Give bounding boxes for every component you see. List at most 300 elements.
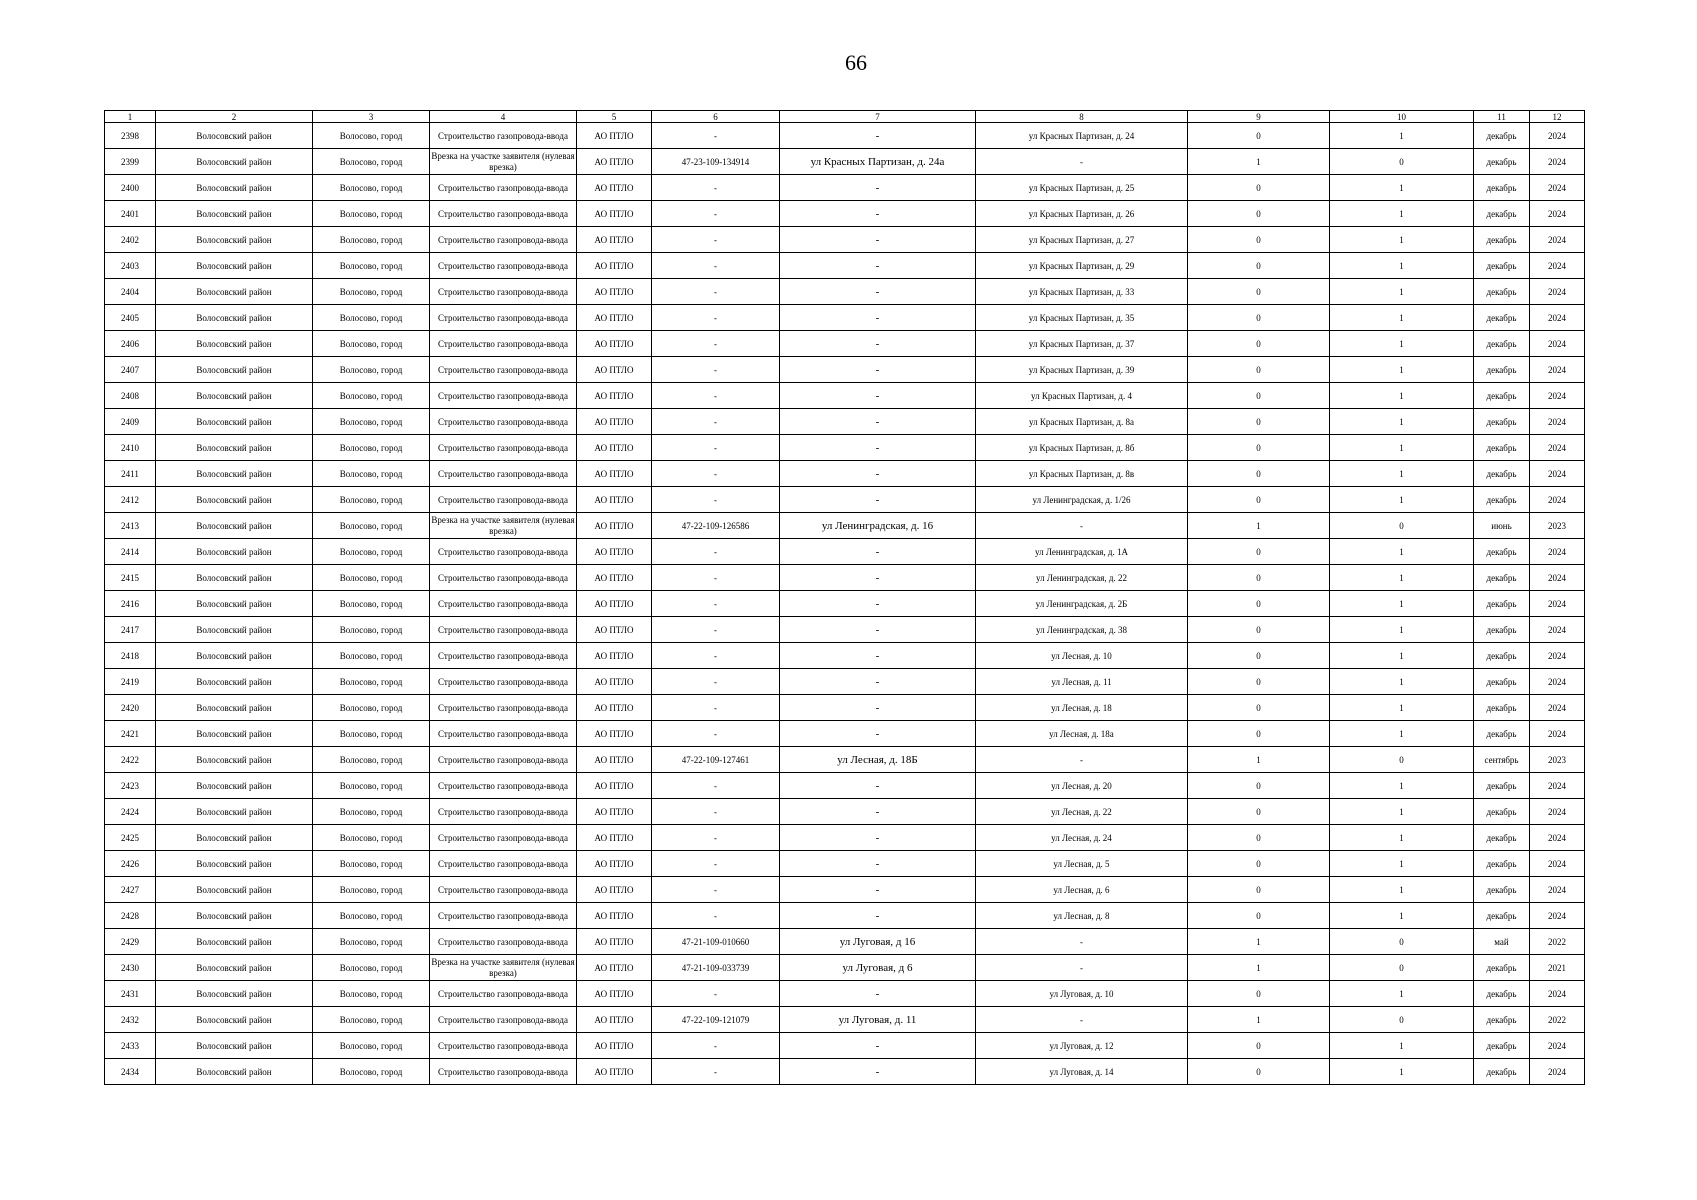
organization-cell: АО ПТЛО (577, 877, 652, 903)
address-cell: - (976, 747, 1188, 773)
organization-cell: АО ПТЛО (577, 409, 652, 435)
month-cell: декабрь (1474, 279, 1530, 305)
locality-cell: Волосово, город (313, 513, 430, 539)
district-cell: Волосовский район (156, 591, 313, 617)
locality-cell: Волосово, город (313, 487, 430, 513)
month-cell: декабрь (1474, 617, 1530, 643)
month-cell: декабрь (1474, 903, 1530, 929)
year-cell: 2024 (1530, 981, 1585, 1007)
row-number-cell: 2415 (105, 565, 156, 591)
district-cell: Волосовский район (156, 461, 313, 487)
table-row (105, 747, 1585, 773)
district-cell: Волосовский район (156, 435, 313, 461)
table-row (105, 279, 1585, 305)
application-number-cell: - (652, 227, 780, 253)
address-cell: ул Лесная, д. 20 (976, 773, 1188, 799)
table-row (105, 175, 1585, 201)
month-cell: декабрь (1474, 461, 1530, 487)
table-row (105, 461, 1585, 487)
row-number-cell: 2405 (105, 305, 156, 331)
application-number-cell: - (652, 903, 780, 929)
column-header: 6 (652, 111, 780, 123)
address-cell: - (976, 1007, 1188, 1033)
locality-cell: Волосово, город (313, 461, 430, 487)
address-cell: - (976, 513, 1188, 539)
row-number-cell: 2420 (105, 695, 156, 721)
count-col-9-cell: 0 (1188, 539, 1330, 565)
district-cell: Волосовский район (156, 929, 313, 955)
organization-cell: АО ПТЛО (577, 175, 652, 201)
count-col-10-cell: 1 (1330, 383, 1474, 409)
count-col-9-cell: 0 (1188, 305, 1330, 331)
count-col-10-cell: 0 (1330, 955, 1474, 981)
locality-cell: Волосово, город (313, 643, 430, 669)
applicant-address-cell: - (780, 487, 976, 513)
table-row (105, 903, 1585, 929)
work-type-cell: Строительство газопровода-ввода (430, 747, 577, 773)
application-number-cell: - (652, 123, 780, 149)
row-number-cell: 2404 (105, 279, 156, 305)
organization-cell: АО ПТЛО (577, 695, 652, 721)
application-number-cell: - (652, 981, 780, 1007)
month-cell: декабрь (1474, 1059, 1530, 1085)
organization-cell: АО ПТЛО (577, 383, 652, 409)
application-number-cell: - (652, 305, 780, 331)
organization-cell: АО ПТЛО (577, 929, 652, 955)
year-cell: 2024 (1530, 279, 1585, 305)
count-col-9-cell: 0 (1188, 851, 1330, 877)
locality-cell: Волосово, город (313, 331, 430, 357)
applicant-address-cell: - (780, 643, 976, 669)
applicant-address-cell: - (780, 435, 976, 461)
count-col-10-cell: 0 (1330, 149, 1474, 175)
month-cell: декабрь (1474, 175, 1530, 201)
count-col-10-cell: 1 (1330, 409, 1474, 435)
table-row (105, 123, 1585, 149)
address-cell: ул Лесная, д. 10 (976, 643, 1188, 669)
count-col-9-cell: 0 (1188, 1059, 1330, 1085)
work-type-cell: Строительство газопровода-ввода (430, 903, 577, 929)
row-number-cell: 2416 (105, 591, 156, 617)
work-type-cell: Строительство газопровода-ввода (430, 331, 577, 357)
applicant-address-cell: - (780, 461, 976, 487)
count-col-9-cell: 0 (1188, 279, 1330, 305)
applicant-address-cell: ул Ленинградская, д. 16 (780, 513, 976, 539)
work-type-cell: Строительство газопровода-ввода (430, 1059, 577, 1085)
count-col-9-cell: 1 (1188, 747, 1330, 773)
district-cell: Волосовский район (156, 123, 313, 149)
month-cell: декабрь (1474, 773, 1530, 799)
applicant-address-cell: - (780, 123, 976, 149)
gas-connection-table (104, 110, 1584, 1085)
work-type-cell: Строительство газопровода-ввода (430, 929, 577, 955)
organization-cell: АО ПТЛО (577, 149, 652, 175)
work-type-cell: Строительство газопровода-ввода (430, 253, 577, 279)
organization-cell: АО ПТЛО (577, 487, 652, 513)
address-cell: ул Луговая, д. 14 (976, 1059, 1188, 1085)
district-cell: Волосовский район (156, 175, 313, 201)
year-cell: 2024 (1530, 669, 1585, 695)
locality-cell: Волосово, город (313, 435, 430, 461)
row-number-cell: 2402 (105, 227, 156, 253)
count-col-10-cell: 1 (1330, 643, 1474, 669)
application-number-cell: 47-23-109-134914 (652, 149, 780, 175)
address-cell: ул Красных Партизан, д. 39 (976, 357, 1188, 383)
year-cell: 2024 (1530, 409, 1585, 435)
year-cell: 2024 (1530, 591, 1585, 617)
work-type-cell: Строительство газопровода-ввода (430, 279, 577, 305)
applicant-address-cell: - (780, 253, 976, 279)
work-type-cell: Строительство газопровода-ввода (430, 409, 577, 435)
organization-cell: АО ПТЛО (577, 981, 652, 1007)
organization-cell: АО ПТЛО (577, 851, 652, 877)
applicant-address-cell: - (780, 331, 976, 357)
district-cell: Волосовский район (156, 487, 313, 513)
organization-cell: АО ПТЛО (577, 799, 652, 825)
row-number-cell: 2401 (105, 201, 156, 227)
organization-cell: АО ПТЛО (577, 825, 652, 851)
address-cell: ул Лесная, д. 18а (976, 721, 1188, 747)
year-cell: 2024 (1530, 565, 1585, 591)
year-cell: 2024 (1530, 539, 1585, 565)
month-cell: декабрь (1474, 123, 1530, 149)
district-cell: Волосовский район (156, 643, 313, 669)
month-cell: декабрь (1474, 357, 1530, 383)
district-cell: Волосовский район (156, 149, 313, 175)
district-cell: Волосовский район (156, 331, 313, 357)
row-number-cell: 2434 (105, 1059, 156, 1085)
count-col-9-cell: 0 (1188, 435, 1330, 461)
work-type-cell: Строительство газопровода-ввода (430, 643, 577, 669)
district-cell: Волосовский район (156, 695, 313, 721)
year-cell: 2024 (1530, 773, 1585, 799)
applicant-address-cell: - (780, 1059, 976, 1085)
table-row (105, 721, 1585, 747)
applicant-address-cell: ул Красных Партизан, д. 24а (780, 149, 976, 175)
column-header: 1 (105, 111, 156, 123)
district-cell: Волосовский район (156, 851, 313, 877)
applicant-address-cell: - (780, 175, 976, 201)
applicant-address-cell: - (780, 305, 976, 331)
year-cell: 2024 (1530, 201, 1585, 227)
applicant-address-cell: - (780, 799, 976, 825)
district-cell: Волосовский район (156, 877, 313, 903)
table-row (105, 669, 1585, 695)
table-row (105, 773, 1585, 799)
district-cell: Волосовский район (156, 799, 313, 825)
applicant-address-cell: - (780, 669, 976, 695)
work-type-cell: Строительство газопровода-ввода (430, 981, 577, 1007)
year-cell: 2021 (1530, 955, 1585, 981)
address-cell: - (976, 929, 1188, 955)
count-col-10-cell: 1 (1330, 591, 1474, 617)
district-cell: Волосовский район (156, 981, 313, 1007)
month-cell: декабрь (1474, 539, 1530, 565)
application-number-cell: - (652, 617, 780, 643)
count-col-10-cell: 1 (1330, 123, 1474, 149)
year-cell: 2024 (1530, 383, 1585, 409)
organization-cell: АО ПТЛО (577, 903, 652, 929)
application-number-cell: - (652, 669, 780, 695)
address-cell: ул Ленинградская, д. 38 (976, 617, 1188, 643)
count-col-9-cell: 0 (1188, 487, 1330, 513)
organization-cell: АО ПТЛО (577, 539, 652, 565)
month-cell: декабрь (1474, 305, 1530, 331)
address-cell: ул Луговая, д. 12 (976, 1033, 1188, 1059)
column-header: 3 (313, 111, 430, 123)
year-cell: 2024 (1530, 149, 1585, 175)
column-header: 8 (976, 111, 1188, 123)
organization-cell: АО ПТЛО (577, 435, 652, 461)
application-number-cell: - (652, 591, 780, 617)
application-number-cell: - (652, 565, 780, 591)
row-number-cell: 2426 (105, 851, 156, 877)
count-col-9-cell: 0 (1188, 669, 1330, 695)
table-row (105, 357, 1585, 383)
address-cell: ул Красных Партизан, д. 37 (976, 331, 1188, 357)
row-number-cell: 2428 (105, 903, 156, 929)
count-col-10-cell: 1 (1330, 695, 1474, 721)
year-cell: 2024 (1530, 357, 1585, 383)
locality-cell: Волосово, город (313, 201, 430, 227)
count-col-9-cell: 1 (1188, 149, 1330, 175)
application-number-cell: - (652, 773, 780, 799)
application-number-cell: - (652, 721, 780, 747)
row-number-cell: 2409 (105, 409, 156, 435)
table-row (105, 227, 1585, 253)
organization-cell: АО ПТЛО (577, 643, 652, 669)
applicant-address-cell: ул Луговая, д 6 (780, 955, 976, 981)
address-cell: ул Красных Партизан, д. 27 (976, 227, 1188, 253)
application-number-cell: 47-22-109-127461 (652, 747, 780, 773)
locality-cell: Волосово, город (313, 279, 430, 305)
count-col-10-cell: 1 (1330, 799, 1474, 825)
count-col-9-cell: 0 (1188, 383, 1330, 409)
month-cell: декабрь (1474, 825, 1530, 851)
row-number-cell: 2424 (105, 799, 156, 825)
count-col-10-cell: 1 (1330, 279, 1474, 305)
organization-cell: АО ПТЛО (577, 721, 652, 747)
locality-cell: Волосово, город (313, 123, 430, 149)
count-col-9-cell: 1 (1188, 1007, 1330, 1033)
count-col-10-cell: 1 (1330, 175, 1474, 201)
application-number-cell: 47-22-109-121079 (652, 1007, 780, 1033)
locality-cell: Волосово, город (313, 227, 430, 253)
district-cell: Волосовский район (156, 539, 313, 565)
applicant-address-cell: ул Луговая, д. 11 (780, 1007, 976, 1033)
locality-cell: Волосово, город (313, 149, 430, 175)
row-number-cell: 2399 (105, 149, 156, 175)
month-cell: декабрь (1474, 149, 1530, 175)
table-row (105, 617, 1585, 643)
application-number-cell: - (652, 539, 780, 565)
column-number-row (105, 111, 1585, 123)
count-col-9-cell: 0 (1188, 201, 1330, 227)
year-cell: 2024 (1530, 487, 1585, 513)
table-row (105, 201, 1585, 227)
page-number: 66 (845, 50, 867, 75)
year-cell: 2024 (1530, 227, 1585, 253)
year-cell: 2024 (1530, 643, 1585, 669)
table-row (105, 929, 1585, 955)
table-row (105, 149, 1585, 175)
work-type-cell: Строительство газопровода-ввода (430, 227, 577, 253)
count-col-9-cell: 1 (1188, 929, 1330, 955)
application-number-cell: - (652, 877, 780, 903)
address-cell: ул Красных Партизан, д. 35 (976, 305, 1188, 331)
application-number-cell: - (652, 201, 780, 227)
column-header: 7 (780, 111, 976, 123)
organization-cell: АО ПТЛО (577, 617, 652, 643)
address-cell: ул Красных Партизан, д. 8б (976, 435, 1188, 461)
locality-cell: Волосово, город (313, 929, 430, 955)
address-cell: - (976, 955, 1188, 981)
work-type-cell: Врезка на участке заявителя (нулевая врезка) (430, 955, 577, 981)
year-cell: 2024 (1530, 1059, 1585, 1085)
work-type-cell: Строительство газопровода-ввода (430, 721, 577, 747)
year-cell: 2022 (1530, 929, 1585, 955)
applicant-address-cell: - (780, 773, 976, 799)
column-header: 10 (1330, 111, 1474, 123)
year-cell: 2024 (1530, 721, 1585, 747)
row-number-cell: 2408 (105, 383, 156, 409)
district-cell: Волосовский район (156, 253, 313, 279)
district-cell: Волосовский район (156, 305, 313, 331)
row-number-cell: 2398 (105, 123, 156, 149)
count-col-10-cell: 1 (1330, 331, 1474, 357)
application-number-cell: - (652, 175, 780, 201)
count-col-9-cell: 1 (1188, 513, 1330, 539)
work-type-cell: Строительство газопровода-ввода (430, 201, 577, 227)
locality-cell: Волосово, город (313, 981, 430, 1007)
application-number-cell: - (652, 435, 780, 461)
count-col-10-cell: 1 (1330, 981, 1474, 1007)
applicant-address-cell: - (780, 357, 976, 383)
count-col-9-cell: 0 (1188, 981, 1330, 1007)
organization-cell: АО ПТЛО (577, 1007, 652, 1033)
count-col-9-cell: 0 (1188, 877, 1330, 903)
locality-cell: Волосово, город (313, 851, 430, 877)
count-col-9-cell: 0 (1188, 175, 1330, 201)
month-cell: декабрь (1474, 331, 1530, 357)
column-header: 12 (1530, 111, 1585, 123)
count-col-9-cell: 0 (1188, 695, 1330, 721)
locality-cell: Волосово, город (313, 539, 430, 565)
application-number-cell: - (652, 383, 780, 409)
address-cell: ул Красных Партизан, д. 4 (976, 383, 1188, 409)
month-cell: декабрь (1474, 981, 1530, 1007)
locality-cell: Волосово, город (313, 357, 430, 383)
month-cell: декабрь (1474, 409, 1530, 435)
applicant-address-cell: - (780, 617, 976, 643)
count-col-9-cell: 0 (1188, 617, 1330, 643)
work-type-cell: Строительство газопровода-ввода (430, 695, 577, 721)
organization-cell: АО ПТЛО (577, 461, 652, 487)
work-type-cell: Строительство газопровода-ввода (430, 877, 577, 903)
count-col-10-cell: 1 (1330, 669, 1474, 695)
month-cell: декабрь (1474, 1033, 1530, 1059)
table-row (105, 305, 1585, 331)
locality-cell: Волосово, город (313, 747, 430, 773)
row-number-cell: 2423 (105, 773, 156, 799)
count-col-10-cell: 1 (1330, 773, 1474, 799)
applicant-address-cell: - (780, 695, 976, 721)
count-col-10-cell: 1 (1330, 227, 1474, 253)
count-col-10-cell: 1 (1330, 565, 1474, 591)
district-cell: Волосовский район (156, 409, 313, 435)
applicant-address-cell: - (780, 201, 976, 227)
district-cell: Волосовский район (156, 773, 313, 799)
application-number-cell: - (652, 825, 780, 851)
month-cell: декабрь (1474, 435, 1530, 461)
organization-cell: АО ПТЛО (577, 357, 652, 383)
organization-cell: АО ПТЛО (577, 1059, 652, 1085)
count-col-10-cell: 1 (1330, 539, 1474, 565)
district-cell: Волосовский район (156, 903, 313, 929)
row-number-cell: 2413 (105, 513, 156, 539)
locality-cell: Волосово, город (313, 955, 430, 981)
application-number-cell: - (652, 357, 780, 383)
table-row (105, 851, 1585, 877)
table-row (105, 955, 1585, 981)
table-row (105, 487, 1585, 513)
table-row (105, 695, 1585, 721)
applicant-address-cell: - (780, 565, 976, 591)
count-col-10-cell: 1 (1330, 877, 1474, 903)
row-number-cell: 2407 (105, 357, 156, 383)
address-cell: ул Лесная, д. 11 (976, 669, 1188, 695)
work-type-cell: Строительство газопровода-ввода (430, 799, 577, 825)
work-type-cell: Строительство газопровода-ввода (430, 1007, 577, 1033)
count-col-10-cell: 1 (1330, 903, 1474, 929)
count-col-10-cell: 0 (1330, 1007, 1474, 1033)
applicant-address-cell: - (780, 1033, 976, 1059)
work-type-cell: Строительство газопровода-ввода (430, 305, 577, 331)
work-type-cell: Строительство газопровода-ввода (430, 435, 577, 461)
locality-cell: Волосово, город (313, 877, 430, 903)
table-row (105, 591, 1585, 617)
count-col-9-cell: 0 (1188, 721, 1330, 747)
count-col-10-cell: 1 (1330, 357, 1474, 383)
applicant-address-cell: - (780, 539, 976, 565)
work-type-cell: Строительство газопровода-ввода (430, 565, 577, 591)
year-cell: 2024 (1530, 877, 1585, 903)
year-cell: 2024 (1530, 175, 1585, 201)
year-cell: 2024 (1530, 331, 1585, 357)
table-row (105, 539, 1585, 565)
organization-cell: АО ПТЛО (577, 1033, 652, 1059)
applicant-address-cell: - (780, 591, 976, 617)
address-cell: ул Лесная, д. 22 (976, 799, 1188, 825)
organization-cell: АО ПТЛО (577, 279, 652, 305)
row-number-cell: 2406 (105, 331, 156, 357)
table-row (105, 383, 1585, 409)
application-number-cell: - (652, 851, 780, 877)
address-cell: ул Лесная, д. 8 (976, 903, 1188, 929)
district-cell: Волосовский район (156, 201, 313, 227)
count-col-10-cell: 1 (1330, 253, 1474, 279)
count-col-10-cell: 1 (1330, 721, 1474, 747)
month-cell: декабрь (1474, 565, 1530, 591)
application-number-cell: - (652, 799, 780, 825)
locality-cell: Волосово, город (313, 721, 430, 747)
table-row (105, 513, 1585, 539)
district-cell: Волосовский район (156, 1033, 313, 1059)
count-col-9-cell: 0 (1188, 773, 1330, 799)
application-number-cell: 47-22-109-126586 (652, 513, 780, 539)
data-table (104, 110, 1585, 1085)
work-type-cell: Строительство газопровода-ввода (430, 851, 577, 877)
